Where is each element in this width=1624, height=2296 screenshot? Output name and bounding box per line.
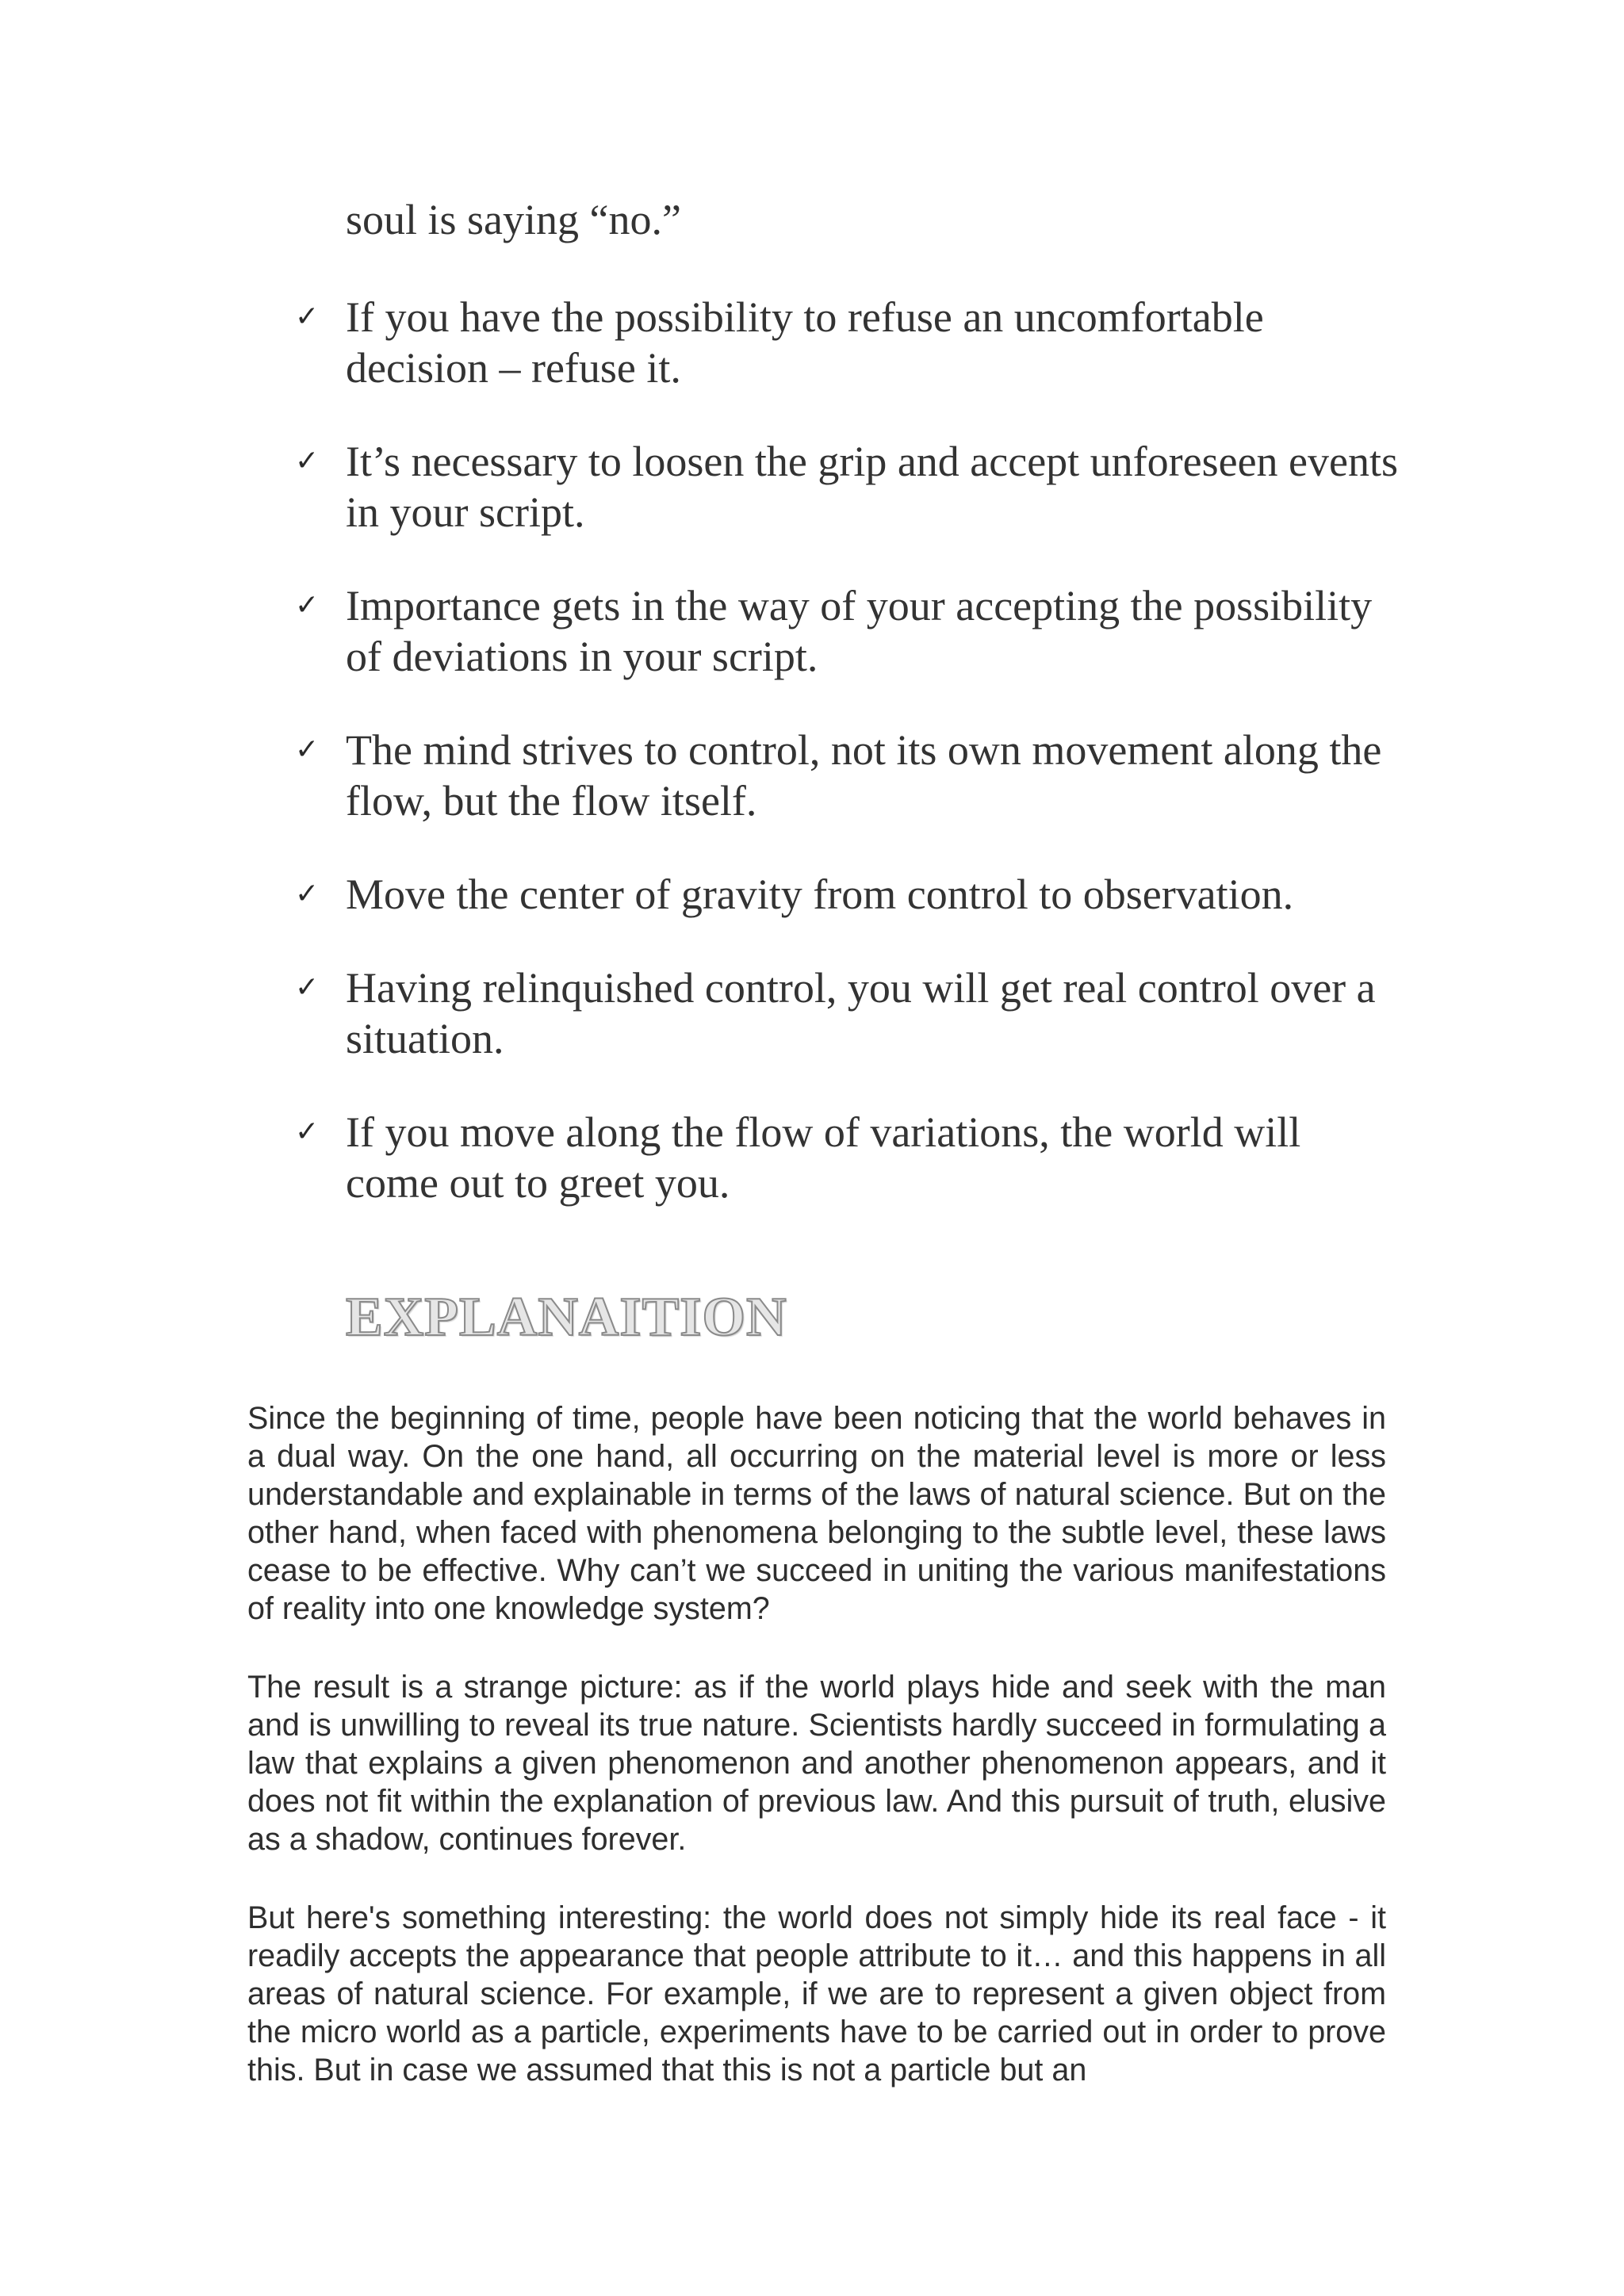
checklist-item	[293, 962, 1404, 1064]
summary-checklist	[293, 292, 1404, 1251]
check-mark-icon: ✓	[295, 445, 320, 477]
check-mark-icon: ✓	[295, 971, 320, 1004]
check-mark-icon: ✓	[295, 589, 320, 622]
checklist-item-text: If you have the possibility to refuse an uncomfortable decision – refuse it.	[346, 293, 1264, 392]
checklist-item	[293, 1107, 1404, 1208]
paragraph: But here's something interesting: the world does not simply hide its real face - it readily accepts the appearance that people attribute to it… and this happens in all areas of natural science. For example, if we are to represent a given object from the micro world as a particle, experiments have to be carried out in order to prove this. But in case we assumed that this is not a particle but an	[247, 1900, 1386, 2087]
checklist-item	[293, 869, 1404, 920]
checklist-item	[293, 725, 1404, 826]
checklist-item	[293, 436, 1404, 538]
paragraph: The result is a strange picture: as if the world plays hide and seek with the man and is unwilling to reveal its true nature. Scientists hardly succeed in formulating a law that explains a given phenomenon and another phenomenon appears, and it does not fit within the explanation of previous law. And this pursuit of truth, elusive as a shadow, continues forever.	[247, 1670, 1386, 1857]
check-mark-icon: ✓	[295, 300, 320, 333]
section-heading: EXPLANAITION	[346, 1287, 787, 1348]
check-mark-icon: ✓	[295, 878, 320, 910]
checklist-item-text: Move the center of gravity from control to observation.	[346, 871, 1294, 918]
checklist-item	[293, 580, 1404, 682]
checklist-item-text: It’s necessary to loosen the grip and accept unforeseen events in your script.	[346, 438, 1399, 536]
checklist-item-text: The mind strives to control, not its own movement along the flow, but the flow itself.	[346, 726, 1382, 825]
check-mark-icon: ✓	[295, 1115, 320, 1148]
checklist-item-text: If you move along the flow of variations, the world will come out to greet you.	[346, 1108, 1301, 1207]
checklist-item	[293, 292, 1404, 393]
checklist-item-text: Having relinquished control, you will get real control over a situation.	[346, 964, 1376, 1062]
body-text	[247, 1399, 1386, 2130]
checklist-item-text: Importance gets in the way of your accepting the possibility of deviations in your script.	[346, 582, 1373, 680]
continuation-text: soul is saying “no.”	[346, 196, 681, 243]
check-mark-icon: ✓	[295, 733, 320, 766]
paragraph: Since the beginning of time, people have been noticing that the world behaves in a dual way. On the one hand, all occurring on the material level is more or less understandable and explainable in terms of the laws of natural science. But on the other hand, when faced with phenomena belonging to the subtle level, these laws cease to be effective. Why can’t we succeed in uniting the various manifestations of reality into one knowledge system?	[247, 1401, 1386, 1626]
